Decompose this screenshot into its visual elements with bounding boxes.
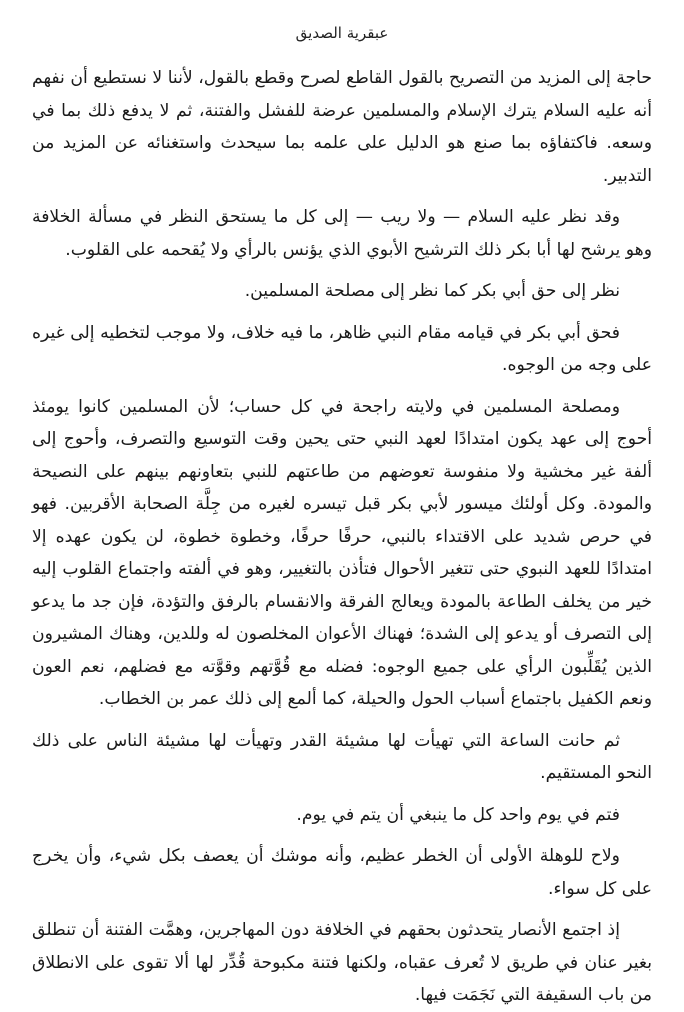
paragraph: نظر إلى حق أبي بكر كما نظر إلى مصلحة المسلمين. [244,281,620,301]
paragraph: حاجة إلى المزيد من التصريح بالقول القاطع لصرح وقطع بالقول، لأننا لا نستطيع أن نفهم أنه عليه السلام يترك الإسلام والمسلمين عرضة للفشل والفتنة، ثم لا يدفع ذلك بما في وسعه. فاكتفاؤه بما صنع هو الدليل على علمه بما سيحدث واستغنائه عن المزيد من التدبير. [32,68,652,186]
paragraph: إذ اجتمع الأنصار يتحدثون بحقهم في الخلافة دون المهاجرين، وهمَّت الفتنة أن تنطلق بغير عنان في طريق لا تُعرف عقباه، ولكنها فتنة مكبوحة قُدِّر لها ألا تقوى على الانطلاق من باب السقيفة التي نَجَمَت فيها. [32,920,652,1005]
paragraph: فتم في يوم واحد كل ما ينبغي أن يتم في يوم. [296,804,620,825]
paragraph: ولاح للوهلة الأولى أن الخطر عظيم، وأنه موشك أن يعصف بكل شيء، وأن يخرج على كل سواء. [32,846,652,899]
paragraph: فحق أبي بكر في قيامه مقام النبي ظاهر، ما فيه خلاف، ولا موجب لتخطيه إلى غيره على وجه من الوجوه. [32,322,652,375]
paragraph: ثم حانت الساعة التي تهيأت لها مشيئة القدر وتهيأت لها مشيئة الناس على ذلك النحو المستقيم. [32,730,652,783]
paragraph: ومصلحة المسلمين في ولايته راجحة في كل حساب؛ لأن المسلمين كانوا يومئذ أحوج إلى عهد يكون امتدادًا لعهد النبي حتى يحين وقت التوسيع والتصرف، وأحوج إلى ألفة غير مخشية ولا منفوسة تعوضهم من طاعتهم للنبي بتعاونهم بينهم على النصيحة والمودة. وكل أولئك ميسور لأبي بكر قبل تيسره لغيره من جِلَّة الصحابة الأقربين. فهو في حرص شديد على الاقتداء بالنبي، حرفًا حرفًا، وخطوة خطوة، لن يكون عهده إلا امتدادًا للعهد النبوي حتى تتغير الأحوال فتأذن بالتغيير، وهو في ألفته واجتماع القلوب إليه خير من يخلف الطاعة بالمودة ويعالج الفرقة والانقسام بالرفق والتؤدة، فإن جد ما يدعو إلى التصرف أو يدعو إلى الشدة؛ فهناك الأعوان المخلصون له وللدين، وهناك المشيرون الذين يُقَلِّبون الرأي على جميع الوجوه: فضله مع قُوَّتهم وقوَّته مع فضلهم، نعم العون ونعم الكفيل باجتماع أسباب الحول والحيلة، كما ألمع إلى ذلك عمر بن الخطاب. [32,396,652,709]
running-header-title: عبقرية الصديق [295,24,389,42]
body-text [32,62,652,1012]
paragraph: وقد نظر عليه السلام — ولا ريب — إلى كل ما يستحق النظر في مسألة الخلافة وهو يرشح لها أبا بكر ذلك الترشيح الأبوي الذي يؤنس بالرأي ولا يُقحمه على القلوب. [32,207,652,260]
